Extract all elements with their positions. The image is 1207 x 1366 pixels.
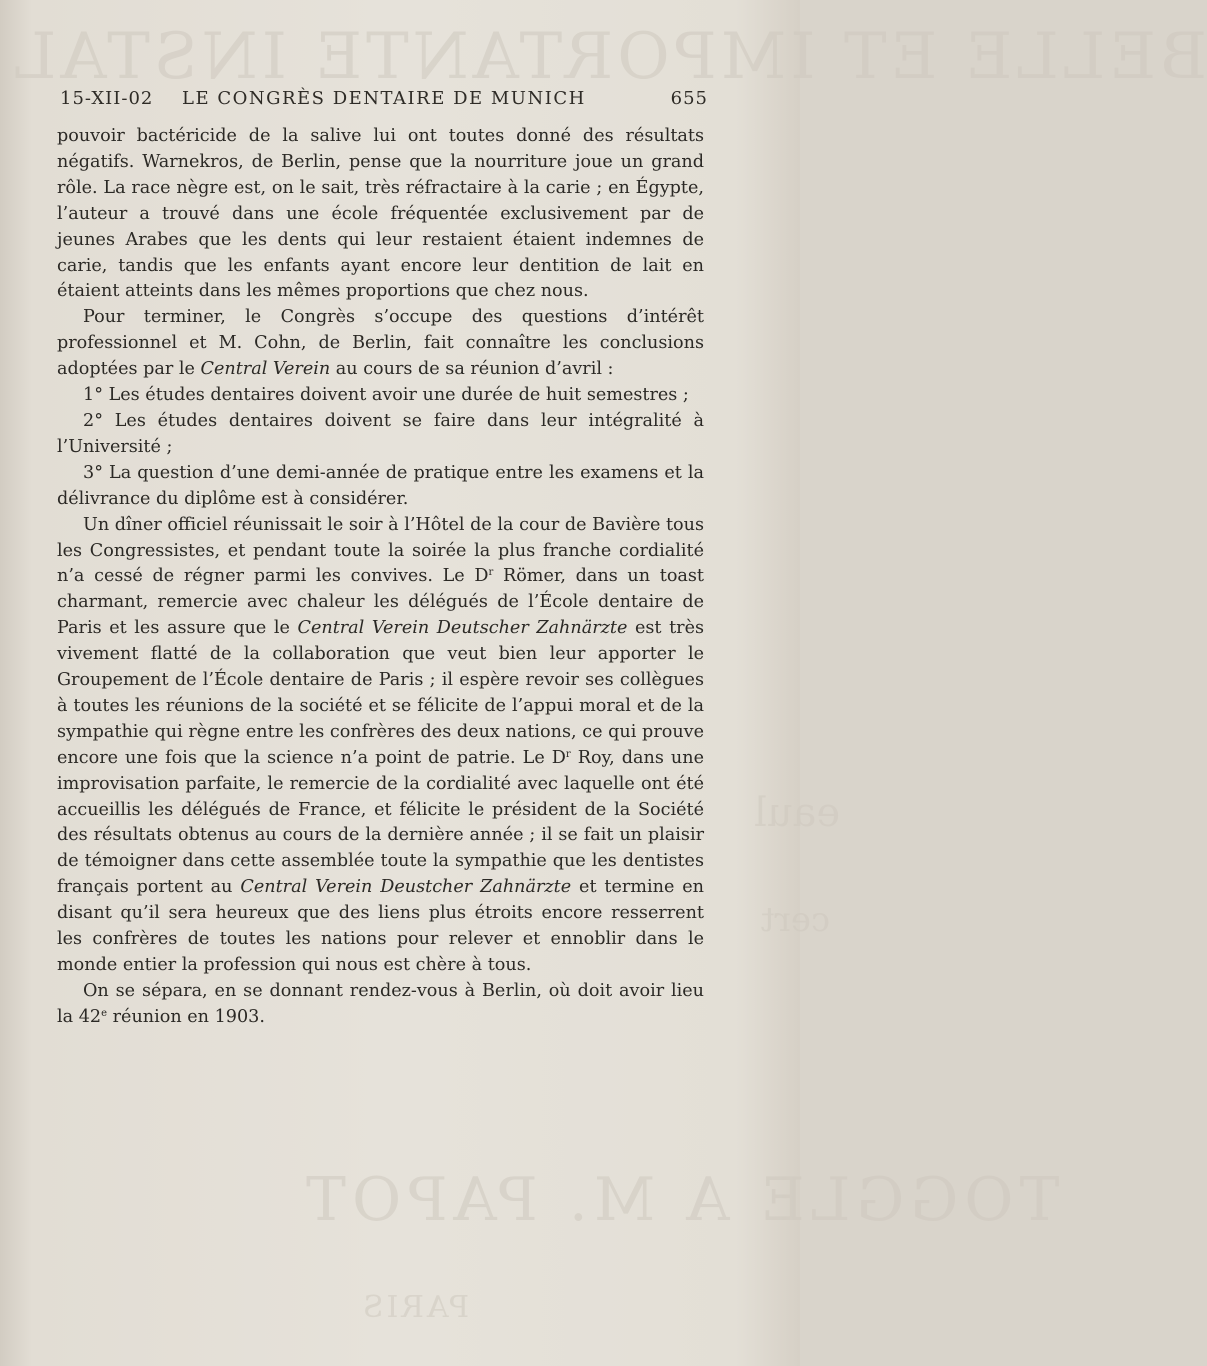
- paragraph: [57, 513, 704, 979]
- text-run: Römer, dans un toast charmant, remercie avec chaleur les délégués de l’École dentaire de Paris et les assure que le: [57, 566, 704, 639]
- show-through-ink: eaul: [753, 790, 840, 836]
- text-run: Un dîner officiel réunissait le soir à l’Hôtel de la cour de Bavière tous les Congressistes, et pendant toute la soirée la plus franche cordialité n’a cessé de régner parmi les convives. Le D: [57, 514, 704, 587]
- paragraph: [57, 979, 704, 1031]
- paragraph: [57, 305, 704, 383]
- show-through-ink: cert: [760, 900, 830, 940]
- text-run: réunion en 1903.: [107, 1006, 265, 1027]
- superscript: r: [488, 567, 494, 579]
- superscript: e: [101, 1007, 108, 1019]
- list-item: 2° Les études dentaires doivent se faire dans leur intégralité à l’Université ;: [57, 410, 704, 457]
- text-run: au cours de sa réunion d’avril :: [330, 359, 614, 380]
- paragraph: pouvoir bactéricide de la salive lui ont toutes donné des résultats négatifs. Warnekros, de Berlin, pense que la nourriture joue un grand rôle. La race nègre est, on le sait, très réfractaire à la carie ; en Égypte, l’auteur a trouvé dans une école fréquentée exclusivement par de jeunes Arabes que les dents qui leur restaient étaient indemnes de carie, tandis que les enfants ayant encore leur dentition de lait en étaient atteints dans les mêmes proportions que chez nous.: [57, 126, 704, 302]
- show-through-ink: TOGGLE A M. PAPOT: [300, 1165, 1060, 1235]
- italic-text: Central Verein: [200, 359, 331, 380]
- show-through-ink: PARIS: [360, 1290, 470, 1325]
- running-title: LE CONGRÈS DENTAIRE DE MUNICH: [182, 88, 586, 109]
- list-item: 1° Les études dentaires doivent avoir une durée de huit semestres ;: [83, 385, 689, 406]
- page-number: 655: [670, 88, 708, 109]
- italic-text: Central Verein Deutscher Zahnärzte: [297, 618, 628, 639]
- text-run: Pour terminer, le Congrès s’occupe des questions d’intérêt professionnel et M. Cohn, de Berlin, fait connaître les conclusions adoptées par le: [57, 307, 704, 380]
- running-header: [60, 88, 708, 116]
- text-run: Roy, dans une improvisation parfaite, le remercie de la cordialité avec laquelle ont été accueillis les délégués de France, et félicite le président de la Société des résultats obtenus au cours de la dernière année ; il se fait un plaisir de témoigner dans cette assemblée toute la sympathie que les dentistes français portent au: [57, 747, 704, 898]
- text-run: est très vivement flatté de la collaboration que veut bien leur apporter le Groupement de l’École dentaire de Paris ; il espère revoir ses collègues à toutes les réunions de la société et se félicite de l’appui moral et de la sympathie qui règne entre les confrères des deux nations, ce qui prouve encore une fois que la science n’a point de patrie. Le D: [57, 618, 705, 768]
- show-through-ink: BELLE ET IMPORTANTE INSTAL: [10, 20, 1207, 94]
- list-item: 3° La question d’une demi-année de pratique entre les examens et la délivrance du diplôme est à considérer.: [57, 462, 704, 509]
- text-run: et termine en disant qu’il sera heureux que des liens plus étroits encore resserrent les confrères de toutes les nations pour relever et ennoblir dans le monde entier la profession qui nous est chère à tous.: [57, 877, 704, 975]
- superscript: r: [565, 748, 571, 760]
- body-text: [57, 124, 704, 1031]
- header-date: 15-XII-02: [60, 88, 154, 109]
- text-run: On se sépara, en se donnant rendez-vous à Berlin, où doit avoir lieu la 42: [57, 980, 704, 1027]
- italic-text: Central Verein Deustcher Zahnärzte: [240, 877, 572, 898]
